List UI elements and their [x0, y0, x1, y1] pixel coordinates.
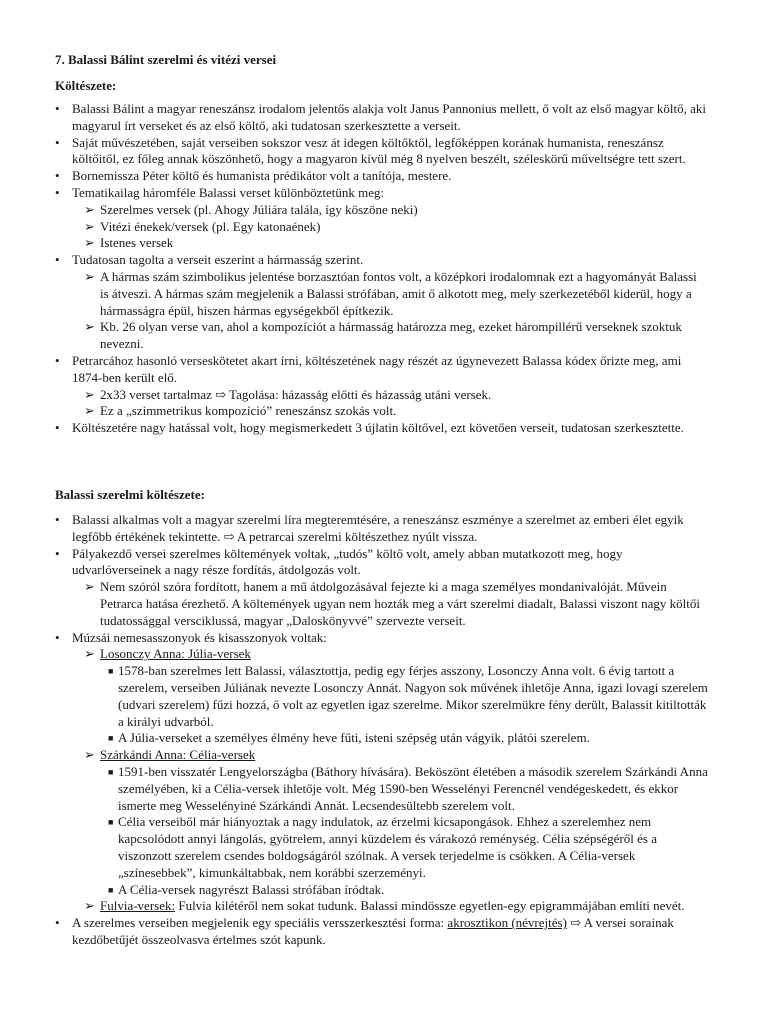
list-item: • Pályakezdő versei szerelmes költemények voltak, „tudós” költő volt, amely abban mutatkozott meg, hogy udvarlóverseinek a nagy része fordítás, átdolgozás volt. ➢ Nem szóról szóra fordított, hanem a mű átdolgozásával fejezte ki a maga személyes mondanivalóját. Művein Petrarca hatása érezhető. A költemények ugyan nem hozták meg a várt szerelmi diadalt, Balassi viszont nagy költői tudatossággal versciklussá, magyar „Daloskönyvvé” szervezte verseit. — [0, 546, 768, 630]
arrow-bullet-icon: ➢ — [84, 579, 95, 595]
arrow-bullet-icon: ➢ — [84, 218, 95, 234]
muse-item: ➢ Fulvia-versek: Fulvia kilétéről nem sokat tudunk. Balassi mindössze egyetlen-egy epigrammájában említi nevét. — [84, 898, 685, 914]
muse-item — [72, 747, 708, 898]
square-bullet-icon: ■ — [108, 817, 114, 828]
muse-item — [72, 646, 708, 747]
muse-name: Losonczy Anna: Júlia-versek — [100, 646, 251, 662]
muse-list — [72, 646, 708, 915]
szerelmi-list — [0, 512, 768, 949]
bullet-icon: • — [55, 352, 60, 368]
bullet-icon: • — [55, 915, 60, 931]
sub-list-item: ➢ Szerelmes versek (pl. Ahogy Júliára talála, így köszöne neki) — [84, 201, 418, 217]
muse-points — [100, 663, 708, 747]
muse-point: ■ Célia verseiből már hiányoztak a nagy indulatok, az érzelmi kicsapongások. Ehhez a szerelemhez nem kapcsolódott annyi lángolás, gyötrelem, annyi küzdelem és várakozó reménység. Célia szépségéről és a viszonzott szerelem csendes boldogságáról szólnak. A versek terjedelme is csökken. A Célia-versek „színesebbek”, kimunkáltabbak, nem korábbi szerzeményi. — [108, 814, 657, 880]
list-item: • Balassi Bálint a magyar reneszánsz irodalom jelentős alakja volt Janus Pannonius mellett, ő volt az első magyar költő, aki magyarul írt verseket és az első költő, aki tudatosan szerkesztette a verseit. — [55, 101, 706, 133]
square-bullet-icon: ■ — [108, 666, 114, 677]
sub-list-item: ➢ Ez a „szimmetrikus kompozíció” reneszánsz szokás volt. — [84, 403, 397, 419]
sub-list-item: ➢ A hármas szám szimbolikus jelentése borzasztóan fontos volt, a középkori irodalomnak ezt a hagyományát Balassi is átveszi. A hármas szám megjelenik a Balassi strófában, amit ő alkotott meg, mely szerkezetéből kiderül, hogy a hármasságra épül, hiszen hármas egységekből építkezik. — [84, 268, 697, 318]
sub-list-item: ➢ Nem szóról szóra fordított, hanem a mű átdolgozásával fejezte ki a maga személyes mondanivalóját. Művein Petrarca hatása érezhető. A költemények ugyan nem hozták meg a várt szerelmi diadalt, Balassi viszont nagy költői tudatossággal versciklussá, magyar „Daloskönyvvé” szervezte verseit. — [84, 579, 700, 628]
list-item: • Múzsái nemesasszonyok és kisasszonyok voltak: ➢ Losonczy Anna: Júlia-versek ■ 1578-ban szerelmes lett Balassi, választottja, pedig egy férjes asszony, Losonczy Anna volt. 6 évig tartott a szerelem, verseiben Júliának nevezte Losonczy Annát. Nagyon sok művének ihletője Anna, igazi lovagi szerelem (udvari szerelem) fűzi hozzá, ő volt az egyetlen igaz szerelme. Mikor szerelmükre fény derült, Balassit kitiltották a királyi udvarból. ■ A Júlia-verseket a személyes élmény heve fűti, isteni szépség után vágyik, plátói szerelem. ➢ Szárkándi Anna: Célia-versek ■ 1591-ben visszatér Lengyelországba (Báthory hívására). Beköszönt életében a második szerelem Szárkándi Anna személyében, ki a Célia-versek ihletője volt. Még 1590-ben Wesselényi Ferencnél vendégeskedett, és ekkor ismerte meg Wesselényiné Szárkándi Annát. Lecsendesültebb szerelem volt. ■ Célia verseiből már hiányoztak a nagy indulatok, az érzelmi kicsapongások. Ehhez a szerelemhez nem kapcsolódott annyi lángolás, gyötrelem, annyi küzdelem és várakozó reménység. Célia szépségéről és a viszonzott szerelem csendes boldogságáról szólnak. A versek terjedelme is csökken. A Célia-versek „színesebbek”, kimunkáltabbak, nem korábbi szerzeményi. ■ A Célia-versek nagyrészt Balassi strófában íródtak. ➢ Fulvia-versek: Fulvia kilétéről nem sokat tudunk. Balassi mindössze egyetlen-egy epigrammájában említi nevét. — [55, 629, 708, 914]
sub-list — [72, 269, 708, 353]
bullet-icon: • — [55, 101, 60, 116]
arrow-bullet-icon: ➢ — [84, 386, 95, 402]
sub-list-item: ➢ Istenes versek — [84, 235, 174, 251]
list-item: • Balassi alkalmas volt a magyar szerelmi líra megteremtésére, a reneszánsz eszménye a szerelmet az emberi élet egyik legfőbb értékének tekintette. ⇨ A petrarcai szerelmi költészethez nyúlt vissza. — [55, 512, 684, 544]
arrow-bullet-icon: ➢ — [84, 201, 95, 217]
list-item: • Saját művészetében, saját verseiben sokszor vesz át idegen költőktől, legfőképpen korának humanista, reneszánsz költőitől, ez főleg annak köszönhető, hogy a magyaron kívül még 8 nyelven beszélt, széleskörű műveltségre tett szert. — [55, 134, 686, 167]
arrow-bullet-icon: ➢ — [84, 403, 95, 419]
section-heading-szerelmi: Balassi szerelmi költészete: — [55, 487, 205, 502]
bullet-icon: • — [55, 629, 60, 645]
muse-point: ■ A Júlia-verseket a személyes élmény heve fűti, isteni szépség után vágyik, plátói szerelem. — [108, 730, 590, 746]
list-item: • Költészetére nagy hatással volt, hogy megismerkedett 3 újlatin költővel, ezt követően verseit, tudatosan szerkesztette. — [55, 420, 684, 436]
muse-point: ■ 1591-ben visszatér Lengyelországba (Báthory hívására). Beköszönt életében a második szerelem Szárkándi Anna személyében, ki a Célia-versek ihletője volt. Még 1590-ben Wesselényi Ferencnél vendégeskedett, és ekkor ismerte meg Wesselényiné Szárkándi Annát. Lecsendesültebb szerelem volt. — [108, 763, 708, 813]
sub-list-item: ➢ Kb. 26 olyan verse van, ahol a kompozíciót a hármasság határozza meg, ezeket hárompillérű verseknek szoktuk nevezni. — [84, 319, 682, 352]
list-item: • Tematikailag háromféle Balassi verset különböztetünk meg: ➢ Szerelmes versek (pl. Ahogy Júliára talála, így köszöne neki) ➢ Vitézi énekek/versek (pl. Egy katonaének) ➢ Istenes versek — [0, 185, 768, 252]
sub-list — [72, 387, 708, 421]
kolteszete-list — [0, 101, 768, 437]
square-bullet-icon: ■ — [108, 733, 114, 744]
muse-name: Szárkándi Anna: Célia-versek — [100, 747, 256, 763]
arrow-bullet-icon: ➢ — [84, 747, 95, 763]
list-item: • A szerelmes verseiben megjelenik egy speciális versszerkesztési forma: akrosztikon (névrejtés) ⇨ A versei sorainak kezdőbetűjét összeolvasva értelmes szót kapunk. — [55, 915, 674, 947]
muse-name: Fulvia-versek: — [100, 898, 176, 914]
page-title: 7. Balassi Bálint szerelmi és vitézi versei — [55, 52, 277, 67]
arrow-bullet-icon: ➢ — [84, 268, 95, 284]
section-heading-kolteszete: Költészete: — [55, 78, 117, 93]
bullet-icon: • — [55, 184, 60, 200]
bullet-icon: • — [55, 252, 60, 268]
square-bullet-icon: ■ — [108, 766, 114, 777]
sub-list-item: ➢ Vitézi énekek/versek (pl. Egy katonaének) — [84, 218, 321, 234]
arrow-bullet-icon: ➢ — [84, 319, 95, 335]
list-item: • Petrarcához hasonló verseskötetet akart írni, költészetének nagy részét az úgynevezett Balassa kódex őrizte meg, ami 1874-ben került elő. ➢ 2x33 verset tartalmaz ⇨ Tagolása: házasság előtti és házasság utáni versek. ➢ Ez a „szimmetrikus kompozíció” reneszánsz szokás volt. — [0, 353, 768, 420]
square-bullet-icon: ■ — [108, 884, 114, 895]
muse-points — [100, 764, 708, 898]
arrow-bullet-icon: ➢ — [84, 646, 95, 662]
list-item: • Bornemissza Péter költő és humanista prédikátor volt a tanítója, mestere. — [55, 168, 452, 184]
bullet-icon: • — [55, 134, 60, 150]
bullet-icon: • — [55, 168, 60, 184]
sub-list-item: ➢ 2x33 verset tartalmaz ⇨ Tagolása: házasság előtti és házasság utáni versek. — [84, 386, 492, 402]
sub-list — [72, 202, 708, 252]
muse-point: ■ 1578-ban szerelmes lett Balassi, választottja, pedig egy férjes asszony, Losonczy Anna volt. 6 évig tartott a szerelem, verseiben Júliának nevezte Losonczy Annát. Nagyon sok művének ihletője Anna, igazi lovagi szerelem (udvari szerelem) fűzi hozzá, ő volt az egyetlen igaz szerelme. Mikor szerelmükre fény derült, Balassit kitiltották a királyi udvarból. — [108, 663, 708, 729]
arrow-bullet-icon: ➢ — [84, 235, 95, 251]
arrow-bullet-icon: ➢ — [84, 898, 95, 914]
list-item: • Tudatosan tagolta a verseit eszerint a hármasság szerint. ➢ A hármas szám szimbolikus jelentése borzasztóan fontos volt, a középkori irodalomnak ezt a hagyományát Balassi is átveszi. A hármas szám megjelenik a Balassi strófában, amit ő alkotott meg, mely szerkezetéből kiderül, hogy a hármasságra épül, hiszen hármas egységekből építkezik. ➢ Kb. 26 olyan verse van, ahol a kompozíciót a hármasság határozza meg, ezeket hárompillérű verseknek szoktuk nevezni. — [0, 252, 768, 353]
bullet-icon: • — [55, 512, 60, 527]
akrosztikon-term: akrosztikon (névrejtés) — [447, 915, 567, 931]
sub-list — [72, 579, 708, 629]
bullet-icon: • — [55, 545, 60, 561]
bullet-icon: • — [55, 420, 60, 436]
muse-point: ■ A Célia-versek nagyrészt Balassi strófában íródtak. — [108, 881, 385, 897]
